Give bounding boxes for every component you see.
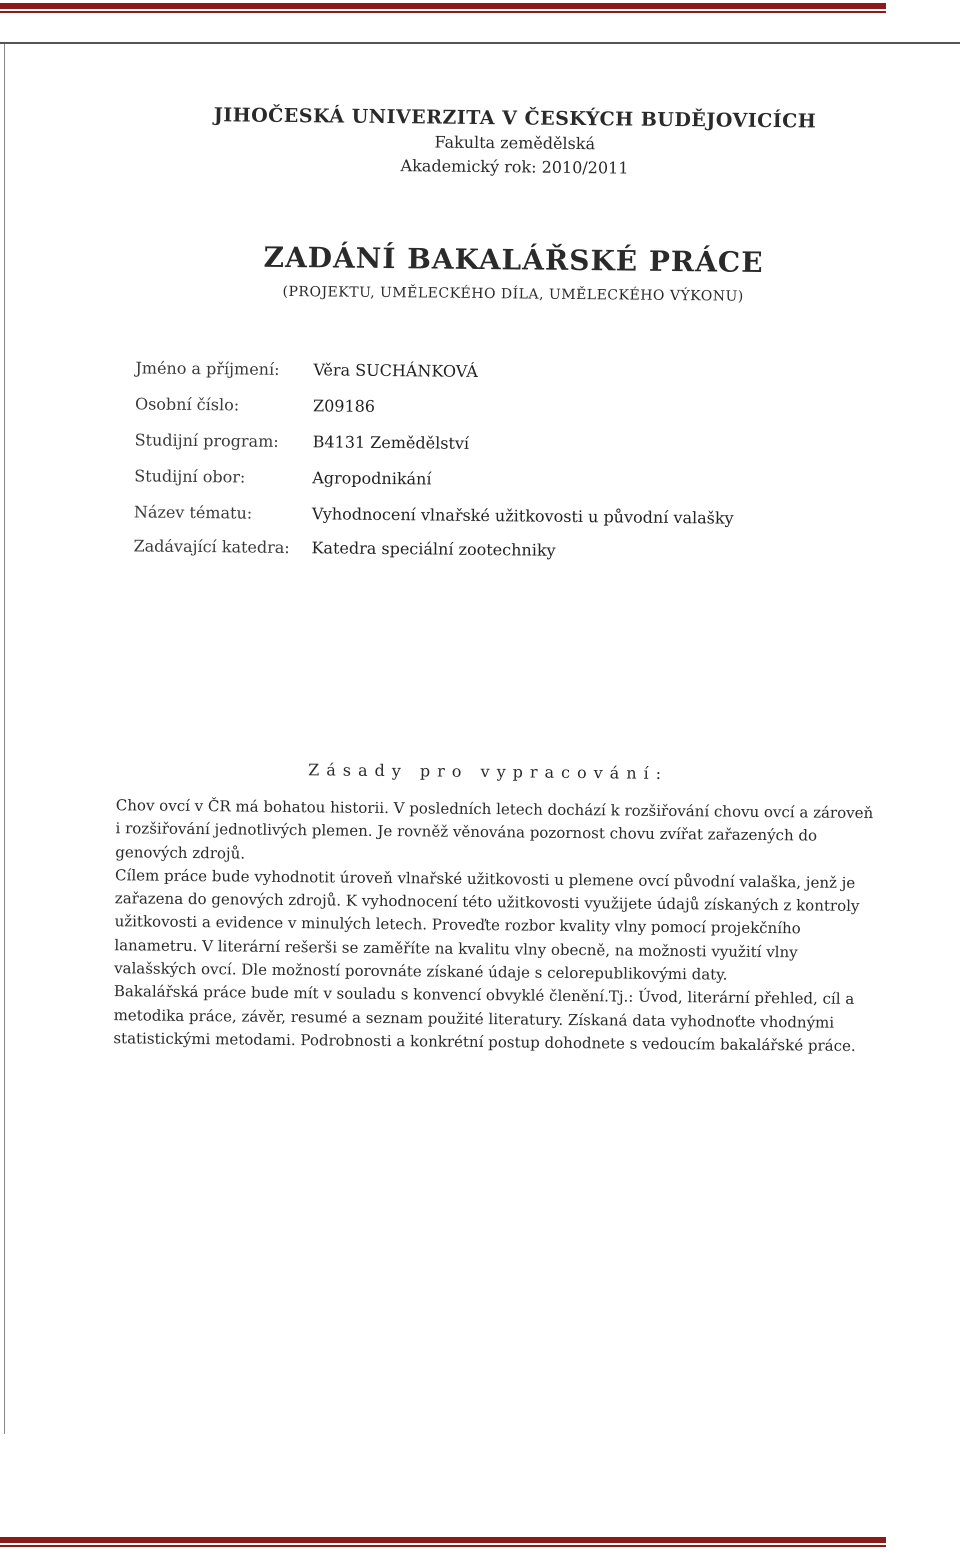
bottom-rule: [0, 1537, 886, 1543]
field-value: Agropodnikání: [312, 468, 431, 488]
document-title: ZADÁNÍ BAKALÁŘSKÉ PRÁCE: [163, 240, 863, 280]
paragraph: Cílem práce bude vyhodnotit úroveň vlnařské užitkovosti u plemene ovcí původní valaška, jenž je zařazena do genových zdrojů. K vyhodnocení této užitkovosti využijete údajů získaných z kontroly užitkovosti a evidence v minulých letech. Proveďte rozbor kvality vlny pomocí projekčního lanametru. V literární rešerši se zaměříte na kvalitu vlny obecně, na možnosti využití vlny valašských ovcí. Dle možností porovnáte získané údaje s celorepublikovými daty.: [114, 864, 873, 988]
university-name: JIHOČESKÁ UNIVERZITA V ČESKÝCH BUDĚJOVICÍCH: [165, 104, 865, 133]
field-label: Zadávající katedra:: [133, 536, 308, 557]
field-value: Z09186: [313, 396, 375, 416]
field-label: Jméno a příjmení:: [135, 358, 310, 379]
faculty-name: Fakulta zemědělská: [165, 130, 865, 156]
principles-heading: Zásady pro vypracování:: [308, 760, 668, 783]
field-label: Název tématu:: [134, 502, 309, 523]
field-value: B4131 Zemědělství: [313, 432, 470, 453]
field-label: Studijní obor:: [134, 466, 309, 487]
field-label: Studijní program:: [135, 430, 310, 451]
document-subtitle: (PROJEKTU, UMĚLECKÉHO DÍLA, UMĚLECKÉHO VÝKONU): [163, 283, 863, 306]
field-value: Katedra speciální zootechniky: [311, 538, 555, 560]
field-value: Vyhodnocení vlnařské užitkovosti u původní valašky: [312, 504, 734, 527]
principles-body: [113, 794, 874, 1058]
field-value: Věra SUCHÁNKOVÁ: [313, 360, 478, 381]
academic-year: Akademický rok: 2010/2011: [164, 154, 864, 180]
paragraph: Bakalářská práce bude mít v souladu s konvencí obvyklé členění.Tj.: Úvod, literární přehled, cíl a metodika práce, závěr, resumé a seznam použité literatury. Získaná data vyhodnoťte vhodnými statistickými metodami. Podrobnosti a konkrétní postup dohodnete s vedoucím bakalářské práce.: [113, 981, 872, 1059]
paragraph: Chov ovcí v ČR má bohatou historii. V posledních letech dochází k rozšiřování chovu ovcí a zároveň i rozšiřování jednotlivých plemen. Je rovněž věnována pozornost chovu zvířat zařazených do genových zdrojů.: [115, 794, 874, 872]
field-label: Osobní číslo:: [135, 394, 310, 415]
